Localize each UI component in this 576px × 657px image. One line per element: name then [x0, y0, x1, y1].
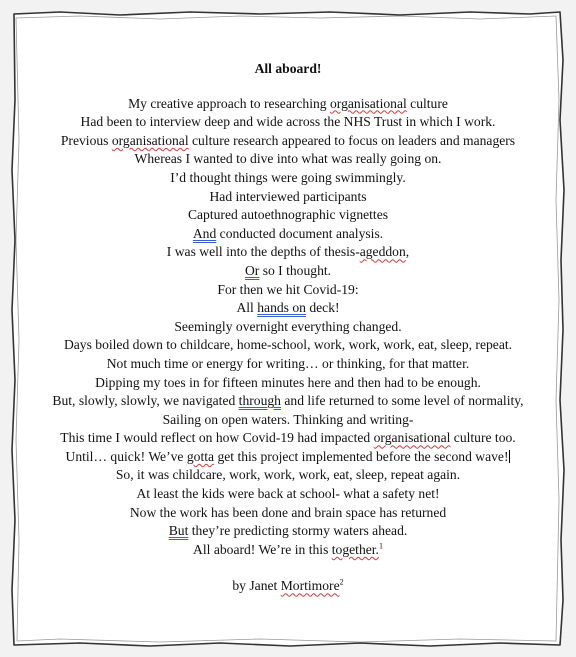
poem-line: Captured autoethnographic vignettes — [187, 207, 389, 223]
poem-line: Now the work has been done and brain space has returned — [129, 504, 447, 520]
poem-line: For then we hit Covid-19: — [217, 281, 359, 297]
poem-author — [20, 577, 556, 596]
poem-line: At least the kids were back at school- what a safety net! — [136, 486, 440, 502]
poem-line: Or so I thought. — [244, 262, 332, 278]
poem — [20, 60, 556, 596]
poem-line: Days boiled down to childcare, home-school, work, work, work, eat, sleep, repeat. — [63, 337, 513, 353]
poem-line: Sailing on open waters. Thinking and writing- — [162, 411, 414, 427]
poem-line: Whereas I wanted to dive into what was really going on. — [134, 151, 442, 167]
author-prefix: by Janet — [232, 578, 281, 594]
poem-line: This time I would reflect on how Covid-19 had impacted organisational culture too. — [60, 430, 516, 446]
poem-line: But they’re predicting stormy waters ahead. — [168, 523, 408, 539]
poem-line: Had interviewed participants — [209, 188, 367, 204]
poem-line: Dipping my toes in for fifteen minutes here and then had to be enough. — [95, 374, 481, 390]
text-cursor — [509, 450, 510, 463]
poem-line: And conducted document analysis. — [192, 225, 384, 241]
poem-title: All aboard! — [254, 61, 322, 76]
author-surname: Mortimore — [280, 578, 340, 594]
footnote-marker: 2 — [339, 577, 344, 587]
poem-line: My creative approach to researching organisational culture — [128, 95, 448, 111]
poem-line: All aboard! We’re in this together.$^1$ — [193, 541, 383, 557]
poem-line: Until… quick! We’ve gotta get this project implemented before the second wave! — [65, 448, 509, 464]
poem-line: I’d thought things were going swimmingly. — [170, 169, 406, 185]
poem-line: Not much time or energy for writing… or thinking, for that matter. — [106, 355, 470, 371]
poem-line: I was well into the depths of thesis-ageddon, — [166, 244, 410, 260]
poem-line: But, slowly, slowly, we navigated through and life returned to some level of normality, — [52, 393, 524, 409]
poem-line: Seemingly overnight everything changed. — [174, 318, 402, 334]
poem-line: Had been to interview deep and wide across the NHS Trust in which I work. — [80, 114, 496, 130]
poem-line: All hands on deck! — [236, 300, 340, 316]
footnote-marker: 1 — [378, 541, 383, 551]
poem-line: So, it was childcare, work, work, work, eat, sleep, repeat again. — [115, 467, 461, 483]
poem-line: Previous organisational culture research appeared to focus on leaders and managers — [60, 132, 516, 148]
